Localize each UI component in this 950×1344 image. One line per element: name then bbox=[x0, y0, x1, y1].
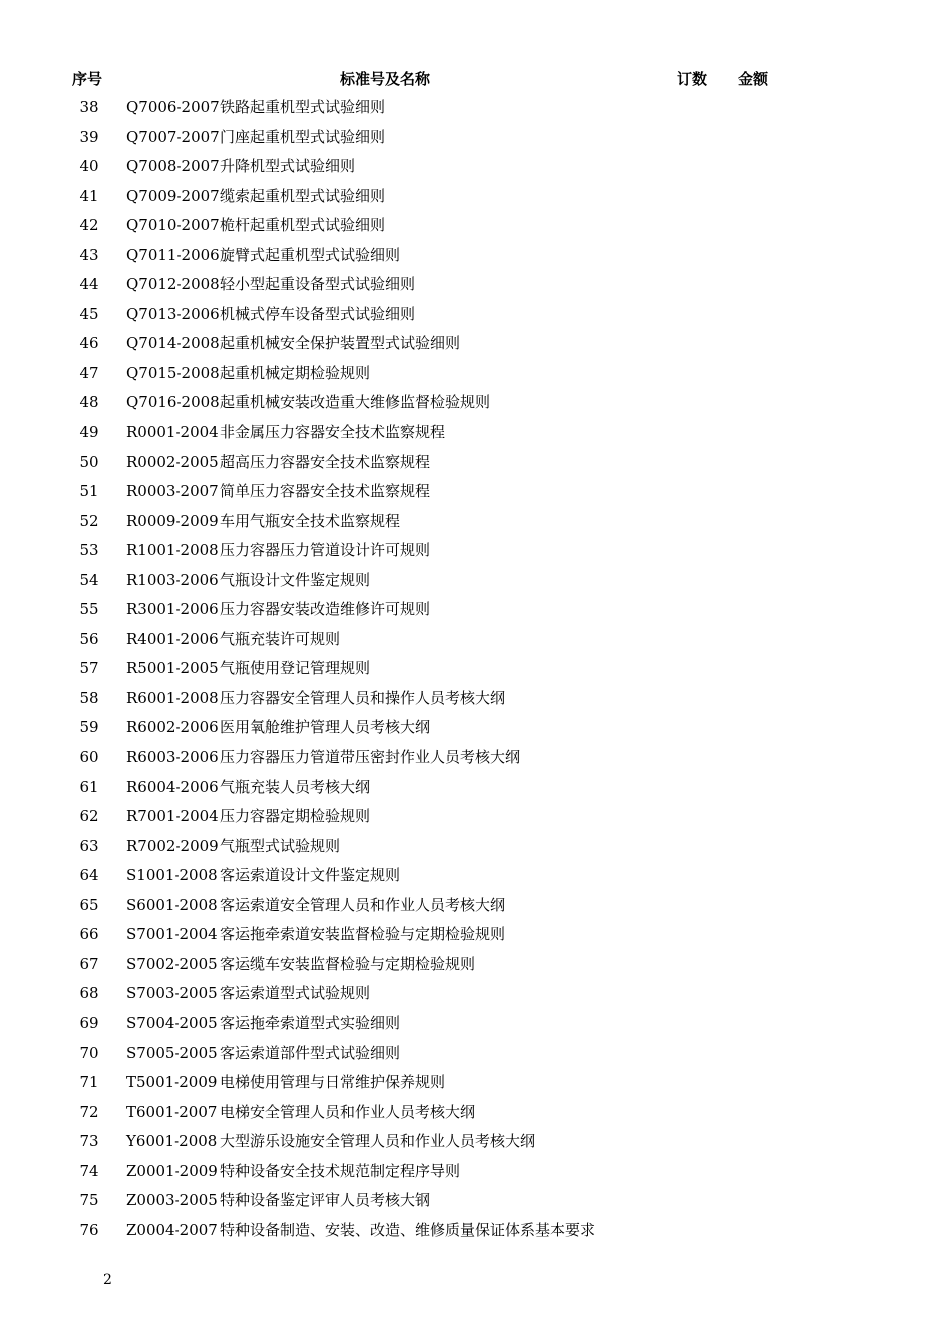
standard-title: 特种设备制造、安装、改造、维修质量保证体系基本要求 bbox=[220, 1220, 596, 1239]
standard-title: 铁路起重机型式试验细则 bbox=[220, 98, 386, 116]
header-standard-name: 标准号及名称 bbox=[340, 70, 431, 88]
standard-title: 非金属压力容器安全技术监察规程 bbox=[220, 423, 446, 442]
standard-title: 轻小型起重设备型式试验细则 bbox=[220, 275, 416, 294]
table-row bbox=[0, 152, 950, 182]
standard-title: 起重机械安全保护装置型式试验细则 bbox=[220, 334, 461, 353]
standard-code: S7004-2005 bbox=[126, 1013, 218, 1032]
standard-code: S6001-2008 bbox=[126, 895, 218, 914]
table-row bbox=[0, 241, 950, 271]
table-row bbox=[0, 566, 950, 596]
row-index: 70 bbox=[79, 1043, 99, 1062]
row-index: 76 bbox=[79, 1220, 99, 1239]
table-row bbox=[0, 1009, 950, 1039]
table-row bbox=[0, 388, 950, 418]
table-row bbox=[0, 477, 950, 507]
standard-title: 桅杆起重机型式试验细则 bbox=[220, 216, 386, 235]
table-header bbox=[0, 68, 950, 90]
header-index: 序号 bbox=[72, 70, 103, 88]
table-row bbox=[0, 270, 950, 300]
table-row bbox=[0, 684, 950, 714]
standard-title: 客运索道型式试验规则 bbox=[220, 984, 371, 1003]
standard-code: Q7012-2008 bbox=[126, 275, 220, 294]
table-row bbox=[0, 123, 950, 153]
row-index: 43 bbox=[79, 245, 99, 264]
standard-code: R3001-2006 bbox=[126, 600, 219, 619]
standard-title: 大型游乐设施安全管理人员和作业人员考核大纲 bbox=[220, 1132, 536, 1151]
row-index: 54 bbox=[79, 570, 99, 589]
row-index: 49 bbox=[79, 423, 99, 442]
standard-code: Q7016-2008 bbox=[126, 393, 220, 412]
row-index: 66 bbox=[79, 925, 99, 944]
row-index: 52 bbox=[79, 511, 99, 530]
row-index: 74 bbox=[79, 1161, 99, 1180]
row-index: 58 bbox=[79, 688, 99, 707]
standard-code: R6004-2006 bbox=[126, 777, 219, 796]
table-row bbox=[0, 1157, 950, 1187]
table-row bbox=[0, 1098, 950, 1128]
standard-code: R6002-2006 bbox=[126, 718, 219, 737]
table-row bbox=[0, 979, 950, 1009]
standard-code: Z0004-2007 bbox=[126, 1220, 218, 1239]
table-row bbox=[0, 773, 950, 803]
standard-title: 缆索起重机型式试验细则 bbox=[220, 186, 386, 205]
standard-code: R7001-2004 bbox=[126, 807, 219, 826]
table-row bbox=[0, 93, 950, 123]
standard-title: 客运索道安全管理人员和作业人员考核大纲 bbox=[220, 895, 506, 914]
row-index: 50 bbox=[79, 452, 99, 471]
standard-title: 气瓶设计文件鉴定规则 bbox=[220, 570, 371, 589]
standard-code: R6003-2006 bbox=[126, 748, 219, 767]
standard-title: 超高压力容器安全技术监察规程 bbox=[220, 452, 431, 471]
table-row bbox=[0, 300, 950, 330]
row-index: 47 bbox=[79, 363, 99, 382]
standard-code: Q7008-2007 bbox=[126, 157, 220, 176]
standard-code: Z0003-2005 bbox=[126, 1191, 218, 1210]
table-row bbox=[0, 1068, 950, 1098]
standard-code: R4001-2006 bbox=[126, 629, 219, 648]
table-row bbox=[0, 448, 950, 478]
standard-code: R1003-2006 bbox=[126, 570, 219, 589]
row-index: 68 bbox=[79, 984, 99, 1003]
table-row bbox=[0, 1127, 950, 1157]
table-row bbox=[0, 832, 950, 862]
standard-title: 简单压力容器安全技术监察规程 bbox=[220, 482, 431, 501]
standard-title: 压力容器压力管道带压密封作业人员考核大纲 bbox=[220, 748, 521, 767]
standard-code: Q7010-2007 bbox=[126, 216, 220, 235]
standard-title: 压力容器安全管理人员和操作人员考核大纲 bbox=[220, 688, 506, 707]
table-row bbox=[0, 1039, 950, 1069]
table-row bbox=[0, 329, 950, 359]
standard-code: Q7014-2008 bbox=[126, 334, 220, 353]
row-index: 69 bbox=[79, 1013, 99, 1032]
standard-code: S7002-2005 bbox=[126, 954, 218, 973]
row-index: 45 bbox=[79, 304, 99, 323]
standard-title: 气瓶型式试验规则 bbox=[220, 836, 341, 855]
standard-code: Q7006-2007 bbox=[126, 98, 220, 116]
row-index: 59 bbox=[79, 718, 99, 737]
table-row bbox=[0, 891, 950, 921]
row-index: 40 bbox=[79, 157, 99, 176]
standard-title: 电梯安全管理人员和作业人员考核大纲 bbox=[220, 1102, 476, 1121]
standard-title: 气瓶充装人员考核大纲 bbox=[220, 777, 371, 796]
standard-code: S7001-2004 bbox=[126, 925, 218, 944]
table-row bbox=[0, 1216, 950, 1246]
table-row bbox=[0, 625, 950, 655]
row-index: 63 bbox=[79, 836, 99, 855]
table-row bbox=[0, 654, 950, 684]
row-index: 57 bbox=[79, 659, 99, 678]
row-index: 67 bbox=[79, 954, 99, 973]
row-index: 73 bbox=[79, 1132, 99, 1151]
standard-title: 医用氧舱维护管理人员考核大纲 bbox=[220, 718, 431, 737]
standard-title: 升降机型式试验细则 bbox=[220, 157, 356, 176]
standard-title: 起重机械定期检验规则 bbox=[220, 363, 371, 382]
standard-title: 门座起重机型式试验细则 bbox=[220, 127, 386, 146]
standard-code: R0002-2005 bbox=[126, 452, 219, 471]
table-row bbox=[0, 418, 950, 448]
standard-title: 客运拖牵索道安装监督检验与定期检验规则 bbox=[220, 925, 506, 944]
standard-code: S7003-2005 bbox=[126, 984, 218, 1003]
standard-code: T6001-2007 bbox=[126, 1102, 218, 1121]
row-index: 61 bbox=[79, 777, 99, 796]
standard-title: 压力容器压力管道设计许可规则 bbox=[220, 541, 431, 560]
table-row bbox=[0, 359, 950, 389]
standard-title: 电梯使用管理与日常维护保养规则 bbox=[220, 1073, 446, 1092]
standard-code: Q7007-2007 bbox=[126, 127, 220, 146]
table-row bbox=[0, 536, 950, 566]
standards-list bbox=[0, 93, 950, 1245]
standard-title: 旋臂式起重机型式试验细则 bbox=[220, 245, 401, 264]
standard-title: 特种设备安全技术规范制定程序导则 bbox=[220, 1161, 461, 1180]
standard-title: 起重机械安装改造重大维修监督检验规则 bbox=[220, 393, 491, 412]
standard-code: T5001-2009 bbox=[126, 1073, 218, 1092]
table-row bbox=[0, 743, 950, 773]
standard-code: S1001-2008 bbox=[126, 866, 218, 885]
standard-code: Q7011-2006 bbox=[126, 245, 220, 264]
standard-code: Q7013-2006 bbox=[126, 304, 220, 323]
header-amount: 金额 bbox=[738, 70, 769, 88]
row-index: 72 bbox=[79, 1102, 99, 1121]
table-row bbox=[0, 1186, 950, 1216]
standard-title: 机械式停车设备型式试验细则 bbox=[220, 304, 416, 323]
table-row bbox=[0, 920, 950, 950]
standard-title: 客运拖牵索道型式实验细则 bbox=[220, 1013, 401, 1032]
row-index: 53 bbox=[79, 541, 99, 560]
table-row bbox=[0, 182, 950, 212]
row-index: 65 bbox=[79, 895, 99, 914]
table-row bbox=[0, 802, 950, 832]
table-row bbox=[0, 713, 950, 743]
row-index: 42 bbox=[79, 216, 99, 235]
row-index: 60 bbox=[79, 748, 99, 767]
row-index: 39 bbox=[79, 127, 99, 146]
standard-code: R0001-2004 bbox=[126, 423, 219, 442]
page-number: 2 bbox=[103, 1272, 112, 1288]
standard-code: R1001-2008 bbox=[126, 541, 219, 560]
standard-code: Q7009-2007 bbox=[126, 186, 220, 205]
standard-title: 客运索道设计文件鉴定规则 bbox=[220, 866, 401, 885]
row-index: 48 bbox=[79, 393, 99, 412]
standard-code: Z0001-2009 bbox=[126, 1161, 218, 1180]
row-index: 38 bbox=[79, 98, 99, 116]
table-row bbox=[0, 507, 950, 537]
standard-title: 压力容器安装改造维修许可规则 bbox=[220, 600, 431, 619]
table-row bbox=[0, 861, 950, 891]
header-order-count: 订数 bbox=[677, 70, 708, 88]
row-index: 51 bbox=[79, 482, 99, 501]
row-index: 46 bbox=[79, 334, 99, 353]
row-index: 64 bbox=[79, 866, 99, 885]
standard-title: 客运缆车安装监督检验与定期检验规则 bbox=[220, 954, 476, 973]
row-index: 55 bbox=[79, 600, 99, 619]
standard-code: R7002-2009 bbox=[126, 836, 219, 855]
row-index: 71 bbox=[79, 1073, 99, 1092]
standard-title: 气瓶使用登记管理规则 bbox=[220, 659, 371, 678]
standard-code: R0003-2007 bbox=[126, 482, 219, 501]
standard-title: 客运索道部件型式试验细则 bbox=[220, 1043, 401, 1062]
standard-code: Q7015-2008 bbox=[126, 363, 220, 382]
standard-title: 车用气瓶安全技术监察规程 bbox=[220, 511, 401, 530]
row-index: 44 bbox=[79, 275, 99, 294]
table-row bbox=[0, 950, 950, 980]
row-index: 62 bbox=[79, 807, 99, 826]
standard-code: Y6001-2008 bbox=[126, 1132, 218, 1151]
row-index: 41 bbox=[79, 186, 99, 205]
standard-title: 压力容器定期检验规则 bbox=[220, 807, 371, 826]
standard-title: 特种设备鉴定评审人员考核大钢 bbox=[220, 1191, 431, 1210]
standard-code: R6001-2008 bbox=[126, 688, 219, 707]
row-index: 56 bbox=[79, 629, 99, 648]
standard-code: R5001-2005 bbox=[126, 659, 219, 678]
table-row bbox=[0, 595, 950, 625]
table-row bbox=[0, 211, 950, 241]
standard-code: R0009-2009 bbox=[126, 511, 219, 530]
row-index: 75 bbox=[79, 1191, 99, 1210]
standard-title: 气瓶充装许可规则 bbox=[220, 629, 341, 648]
standard-code: S7005-2005 bbox=[126, 1043, 218, 1062]
